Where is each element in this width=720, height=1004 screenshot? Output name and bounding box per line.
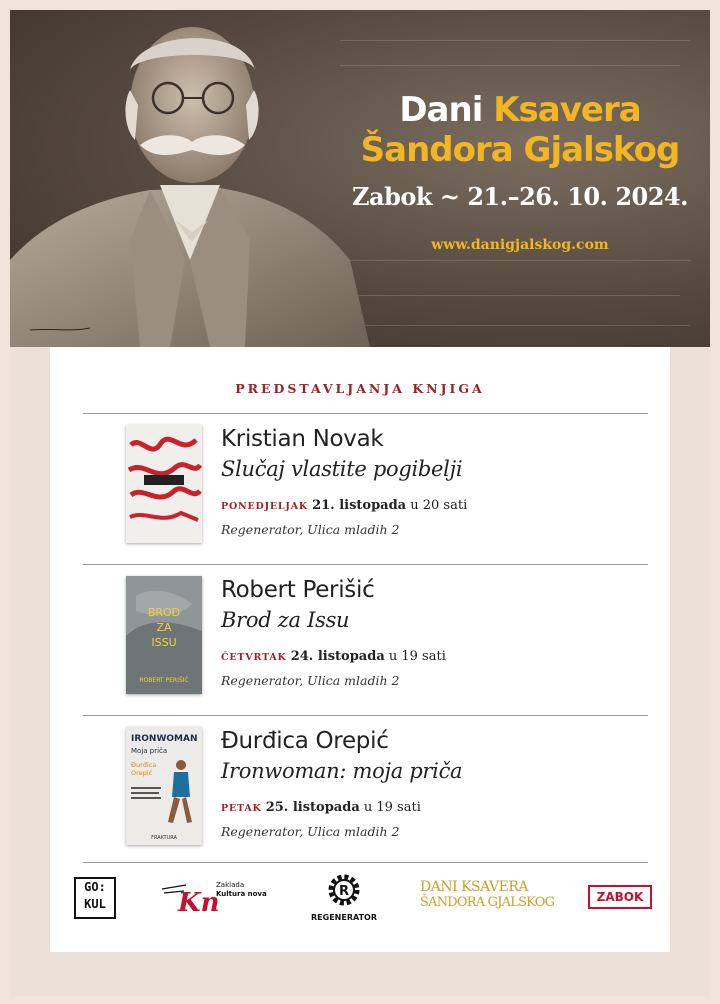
- kn-mark: Kn: [178, 888, 220, 918]
- event-info: [221, 727, 641, 839]
- author-name: Kristian Novak: [221, 426, 384, 452]
- svg-text:BROD: BROD: [147, 606, 181, 619]
- gokul-logo: [74, 877, 116, 919]
- regenerator-label: REGENERATOR: [311, 913, 377, 922]
- book-cover: [126, 576, 202, 694]
- portrait-image: [10, 10, 370, 347]
- kn-label-1: Zaklada: [216, 881, 245, 889]
- sponsor-logos: [50, 867, 670, 927]
- content-panel: [50, 347, 670, 952]
- kultura-nova-logo: [160, 875, 270, 919]
- book-title: Brod za Issu: [221, 608, 350, 632]
- svg-text:R: R: [338, 884, 350, 899]
- book-cover: [126, 727, 202, 845]
- event-date: 24. listopada: [290, 649, 385, 664]
- svg-text:FRAKTURA: FRAKTURA: [151, 835, 177, 841]
- event-item: [126, 564, 626, 686]
- section-title: PREDSTAVLJANJA KNJIGA: [235, 381, 485, 396]
- dks-logo: [420, 879, 570, 919]
- gear-icon: [327, 873, 361, 907]
- event-datetime: [221, 497, 641, 516]
- event-venue: Regenerator, Ulica mladih 2: [221, 824, 400, 839]
- gokul-bottom: KUL: [84, 897, 106, 911]
- dks-line-2: ŠANDORA GJALSKOG: [420, 895, 555, 910]
- regenerator-logo: [304, 873, 384, 923]
- event-date: 25. listopada: [265, 800, 360, 815]
- kn-label-2: Kultura nova: [216, 890, 267, 898]
- event-day: PETAK: [221, 803, 262, 814]
- event-venue: Regenerator, Ulica mladih 2: [221, 673, 400, 688]
- event-time: u 19 sati: [384, 649, 446, 664]
- svg-text:ISSU: ISSU: [151, 636, 177, 649]
- event-datetime: [221, 648, 641, 667]
- svg-text:Orepić: Orepić: [131, 769, 153, 777]
- event-item: [126, 413, 626, 535]
- title-ksavera: Ksavera: [493, 90, 641, 130]
- event-day: ČETVRTAK: [221, 652, 287, 663]
- event-time: u 19 sati: [359, 800, 421, 815]
- author-name: Đurđica Orepić: [221, 728, 389, 754]
- gokul-top: GO:: [84, 880, 106, 894]
- hero-banner: [10, 10, 710, 347]
- book-title: Slučaj vlastite pogibelji: [221, 457, 463, 481]
- svg-text:ROBERT PERIŠIĆ: ROBERT PERIŠIĆ: [139, 677, 189, 684]
- event-venue: Regenerator, Ulica mladih 2: [221, 522, 400, 537]
- book-title: Ironwoman: moja priča: [221, 759, 463, 783]
- svg-text:ZA: ZA: [156, 621, 172, 634]
- zabok-logo: ZABOK: [588, 885, 652, 909]
- title-dani: Dani: [399, 90, 494, 130]
- event-day: PONEDJELJAK: [221, 501, 308, 512]
- event-info: [221, 425, 641, 537]
- festival-dates: Zabok ~ 21.–26. 10. 2024.: [352, 182, 688, 211]
- svg-text:Đurđica: Đurđica: [131, 761, 157, 769]
- event-item: [126, 715, 626, 841]
- title-sandora-gjalskog: Šandora Gjalskog: [360, 130, 680, 170]
- festival-title: [350, 90, 690, 253]
- poster: [10, 10, 710, 996]
- event-time: u 20 sati: [406, 498, 468, 513]
- dks-line-1: DANI KSAVERA: [420, 879, 529, 895]
- divider: [83, 862, 648, 863]
- website-link[interactable]: www.danigjalskog.com: [431, 237, 609, 253]
- event-info: [221, 576, 641, 688]
- author-name: Robert Perišić: [221, 577, 375, 603]
- event-datetime: [221, 799, 641, 818]
- book-cover: [126, 425, 202, 543]
- svg-text:IRONWOMAN: IRONWOMAN: [131, 734, 198, 744]
- svg-text:Moja priča: Moja priča: [131, 747, 168, 755]
- event-date: 21. listopada: [312, 498, 407, 513]
